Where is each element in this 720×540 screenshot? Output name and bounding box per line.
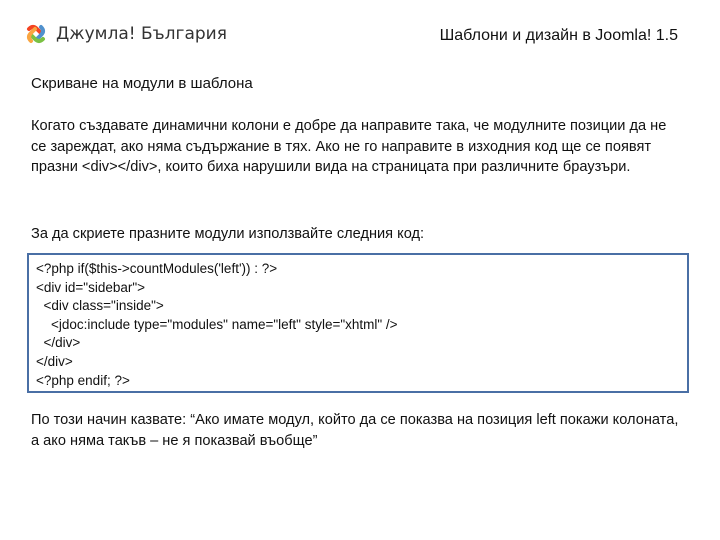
slide-title: Шаблони и дизайн в Joomla! 1.5 — [439, 27, 678, 44]
slide-header — [0, 0, 720, 60]
code-line: <?php endif; ?> — [36, 372, 130, 388]
code-line: </div> — [36, 353, 73, 369]
conclusion-paragraph: По този начин казвате: “Ако имате модул, който да се показва на позиция left покажи колоната, а ако няма такъв – не я показвай въобще” — [31, 412, 679, 449]
code-line: <?php if($this->countModules('left')) : ?> — [36, 261, 278, 276]
code-intro-paragraph: За да скриете празните модули използвайте следния код: — [31, 226, 425, 242]
code-line: <jdoc:include type="modules" name="left" style="xhtml" /> — [36, 316, 398, 332]
joomla-logo-icon — [24, 22, 48, 46]
logo — [24, 22, 227, 46]
code-block — [27, 253, 689, 393]
code-line: <div id="sidebar"> — [36, 279, 146, 295]
intro-paragraph: Когато създавате динамични колони е добре да направите така, че модулните позиции да не се зареждат, ако няма съдържание в тях. Ако не го направите в изходния код ще се появят празни <div></div>, които биха нарушили вида на страницата при различните браузъри. — [31, 118, 667, 175]
code-line: <div class="inside"> — [36, 298, 164, 314]
section-title: Скриване на модули в шаблона — [31, 75, 253, 92]
logo-text: Джумла! България — [56, 24, 227, 44]
code-line: </div> — [36, 335, 81, 351]
